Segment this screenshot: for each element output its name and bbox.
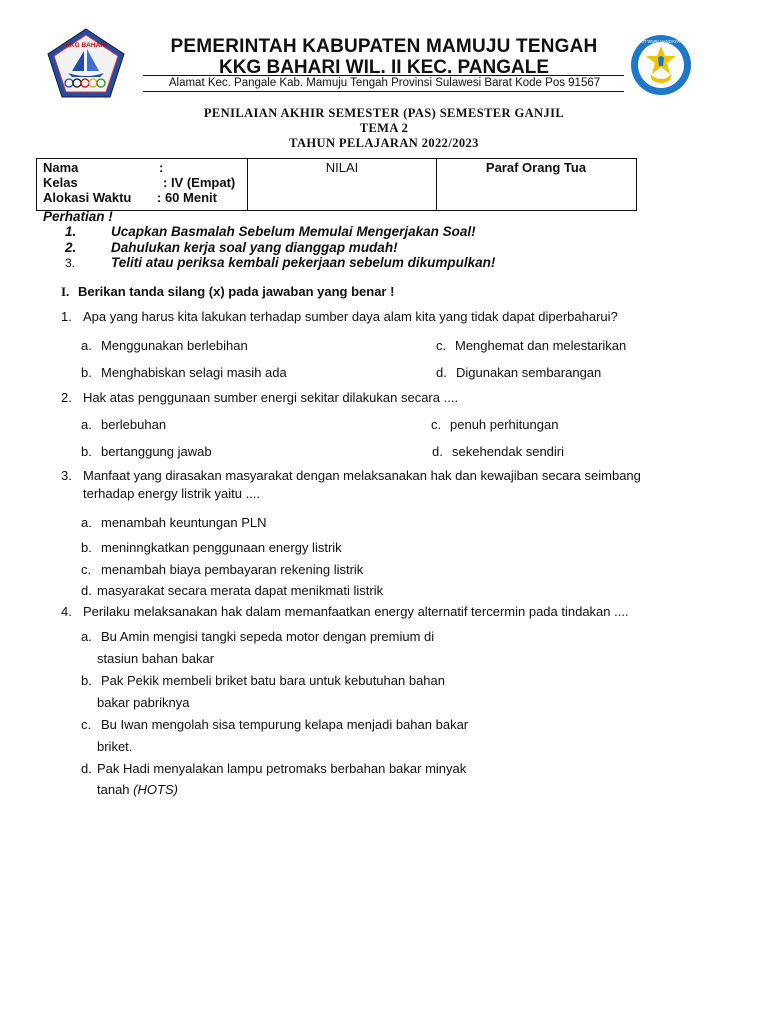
attention-title: Perhatian ! (43, 209, 113, 224)
attention-item-1: Ucapkan Basmalah Sebelum Memulai Mengerjakan Soal! (111, 224, 476, 239)
header-address: Alamat Kec. Pangale Kab. Mamuju Tengah Provinsi Sulawesi Barat Kode Pos 91567 (168, 77, 601, 89)
option-text: Menghemat dan melestarikan (455, 338, 627, 353)
option-letter: a. (81, 515, 92, 530)
option-letter: b. (81, 444, 92, 459)
header-line2: KKG BAHARI WIL. II KEC. PANGALE (218, 57, 550, 78)
option-text-line2: briket. (97, 739, 133, 754)
option-text: bertanggung jawab (101, 444, 212, 459)
svg-text:TUT WURI HANDAYANI: TUT WURI HANDAYANI (638, 39, 684, 44)
option-letter: d. (81, 761, 92, 776)
header-line1: PEMERINTAH KABUPATEN MAMUJU TENGAH (170, 36, 598, 57)
option-text-line2: stasiun bahan bakar (97, 651, 215, 666)
option-letter: c. (436, 338, 447, 353)
section-number: I. (61, 284, 70, 299)
attention-item-2: Dahulukan kerja soal yang dianggap mudah! (111, 240, 398, 255)
option-text: Menggunakan berlebihan (101, 338, 248, 353)
option-text-line1: Pak Hadi menyalakan lampu petromaks berbahan bakar minyak (97, 761, 467, 776)
option-text-line2 (97, 782, 178, 797)
option-letter: d. (436, 365, 447, 380)
option-letter: a. (81, 417, 92, 432)
option-text-line1: Bu Iwan mengolah sisa tempurung kelapa menjadi bahan bakar (101, 717, 469, 732)
exam-year: TAHUN PELAJARAN 2022/2023 (289, 136, 479, 150)
question-text: Apa yang harus kita lakukan terhadap sumber daya alam kita yang tidak dapat diperbaharui? (83, 309, 618, 324)
question-text: Hak atas penggunaan sumber energi sekitar dilakukan secara .... (83, 390, 459, 405)
option-text-line2: bakar pabriknya (97, 695, 190, 710)
option-letter: a. (81, 338, 92, 353)
nama-label: Nama (43, 160, 79, 175)
exam-theme: TEMA 2 (359, 121, 409, 135)
question-number: 4. (61, 604, 72, 619)
option-text: sekehendak sendiri (452, 444, 565, 459)
question-number: 1. (61, 309, 72, 324)
kelas-label: Kelas (43, 175, 78, 190)
question-text-line2: terhadap energy listrik yaitu .... (83, 486, 261, 501)
option-letter: c. (431, 417, 442, 432)
svg-text:KKG BAHARI: KKG BAHARI (65, 42, 107, 49)
paraf-label: Paraf Orang Tua (485, 160, 587, 175)
attention-num-1: 1. (65, 224, 77, 239)
option-letter: b. (81, 365, 92, 380)
waktu-value: : 60 Menit (157, 190, 217, 205)
option-text: Menghabiskan selagi masih ada (101, 365, 287, 380)
option-text: meninngkatkan penggunaan energy listrik (101, 540, 342, 555)
option-text: berlebuhan (101, 417, 167, 432)
hots-note: (HOTS) (133, 782, 178, 797)
option-text: Digunakan sembarangan (456, 365, 602, 380)
attention-item-3: Teliti atau periksa kembali pekerjaan sebelum dikumpulkan! (111, 255, 496, 270)
option-letter: d. (81, 583, 92, 598)
option-text: menambah keuntungan PLN (101, 515, 267, 530)
option-letter: c. (81, 717, 92, 732)
option-text: menambah biaya pembayaran rekening listrik (101, 562, 364, 577)
question-number: 3. (61, 468, 72, 483)
kelas-value: : IV (Empat) (163, 175, 236, 190)
attention-num-3: 3. (65, 256, 76, 270)
nilai-label: NILAI (325, 160, 359, 175)
option-letter: d. (432, 444, 443, 459)
option-letter: a. (81, 629, 92, 644)
question-text-line1: Manfaat yang dirasakan masyarakat dengan melaksanakan hak dan kewajiban secara seimbang (83, 468, 641, 483)
option-letter: b. (81, 540, 92, 555)
option-letter: b. (81, 673, 92, 688)
waktu-label: Alokasi Waktu (43, 190, 132, 205)
option-text: masyarakat secara merata dapat menikmati listrik (97, 583, 384, 598)
attention-num-2: 2. (65, 240, 77, 255)
header-rule-bottom (143, 91, 624, 92)
header-rule-top (143, 75, 624, 76)
option-text-line1: Pak Pekik membeli briket batu bara untuk kebutuhan bahan (101, 673, 445, 688)
question-number: 2. (61, 390, 72, 405)
option-text-line1: Bu Amin mengisi tangki sepeda motor dengan premium di (101, 629, 435, 644)
option-text: tanah (97, 782, 130, 797)
question-text: Perilaku melaksanakan hak dalam memanfaatkan energy alternatif tercermin pada tindakan .... (83, 604, 629, 619)
section-instruction: Berikan tanda silang (x) pada jawaban yang benar ! (78, 284, 395, 299)
option-text: penuh perhitungan (450, 417, 559, 432)
option-letter: c. (81, 562, 92, 577)
nama-value: : (159, 160, 164, 175)
exam-title: PENILAIAN AKHIR SEMESTER (PAS) SEMESTER GANJIL (203, 106, 565, 120)
